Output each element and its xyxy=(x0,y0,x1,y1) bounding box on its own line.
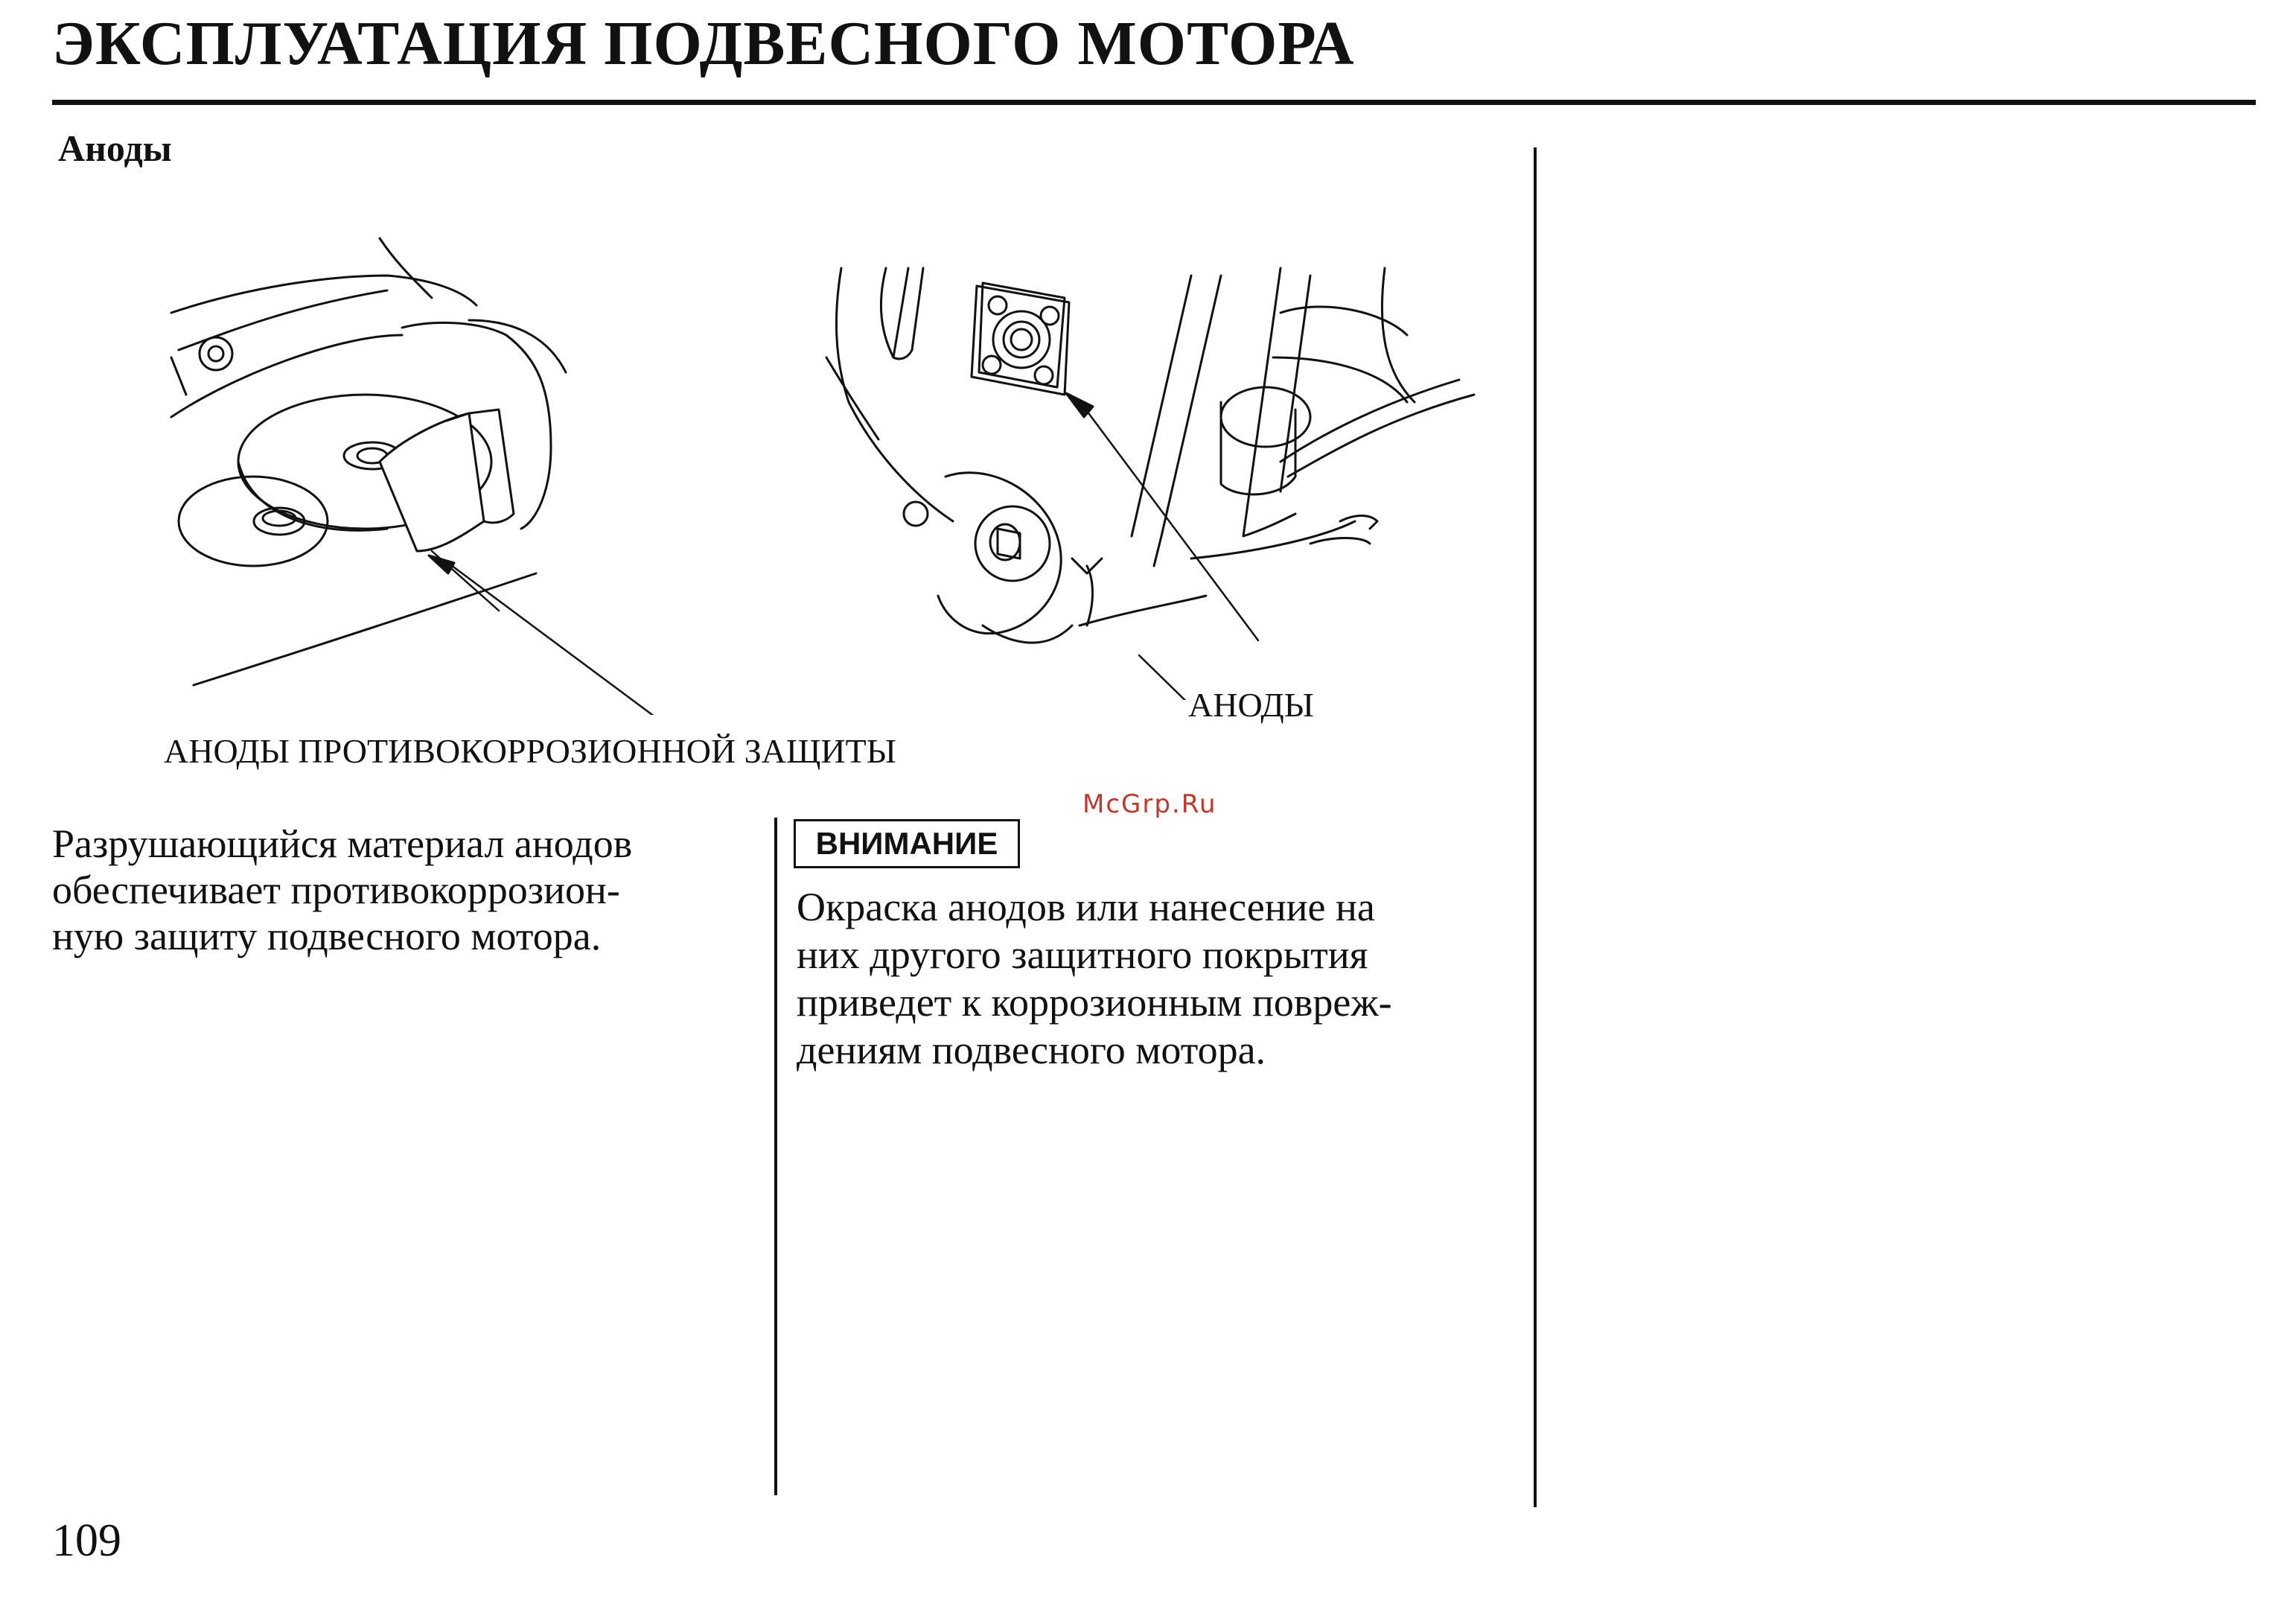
body-paragraph xyxy=(52,821,744,959)
body-line: Разрушающийся материал анодов xyxy=(52,821,633,866)
body-line: ную защиту подвесного мотора. xyxy=(52,914,602,958)
page-number: 109 xyxy=(52,1515,121,1566)
body-line: обеспечивает противокоррозион- xyxy=(52,868,620,912)
notice-paragraph xyxy=(797,883,1511,1074)
column-divider-middle xyxy=(774,818,777,1495)
figure-caption-left: АНОДЫ ПРОТИВОКОРРОЗИОННОЙ ЗАЩИТЫ xyxy=(164,732,896,770)
anode-illustration-right xyxy=(819,253,1504,700)
notice-line: них другого защитного покрытия xyxy=(797,932,1368,977)
notice-line: приведет к коррозионным повреж- xyxy=(797,980,1392,1025)
section-heading: Аноды xyxy=(58,127,172,169)
notice-line: дениям подвесного мотора. xyxy=(797,1028,1266,1072)
notice-label: ВНИМАНИЕ xyxy=(794,819,1020,868)
page-title: ЭКСПЛУАТАЦИЯ ПОДВЕСНОГО МОТОРА xyxy=(52,9,1355,78)
title-rule xyxy=(52,100,2256,105)
figure-caption-right: АНОДЫ xyxy=(1188,686,1314,724)
column-divider-right xyxy=(1534,147,1537,1507)
notice-line: Окраска анодов или нанесение на xyxy=(797,885,1375,929)
watermark: McGrp.Ru xyxy=(1082,789,1217,819)
anode-illustration-left xyxy=(149,223,685,715)
